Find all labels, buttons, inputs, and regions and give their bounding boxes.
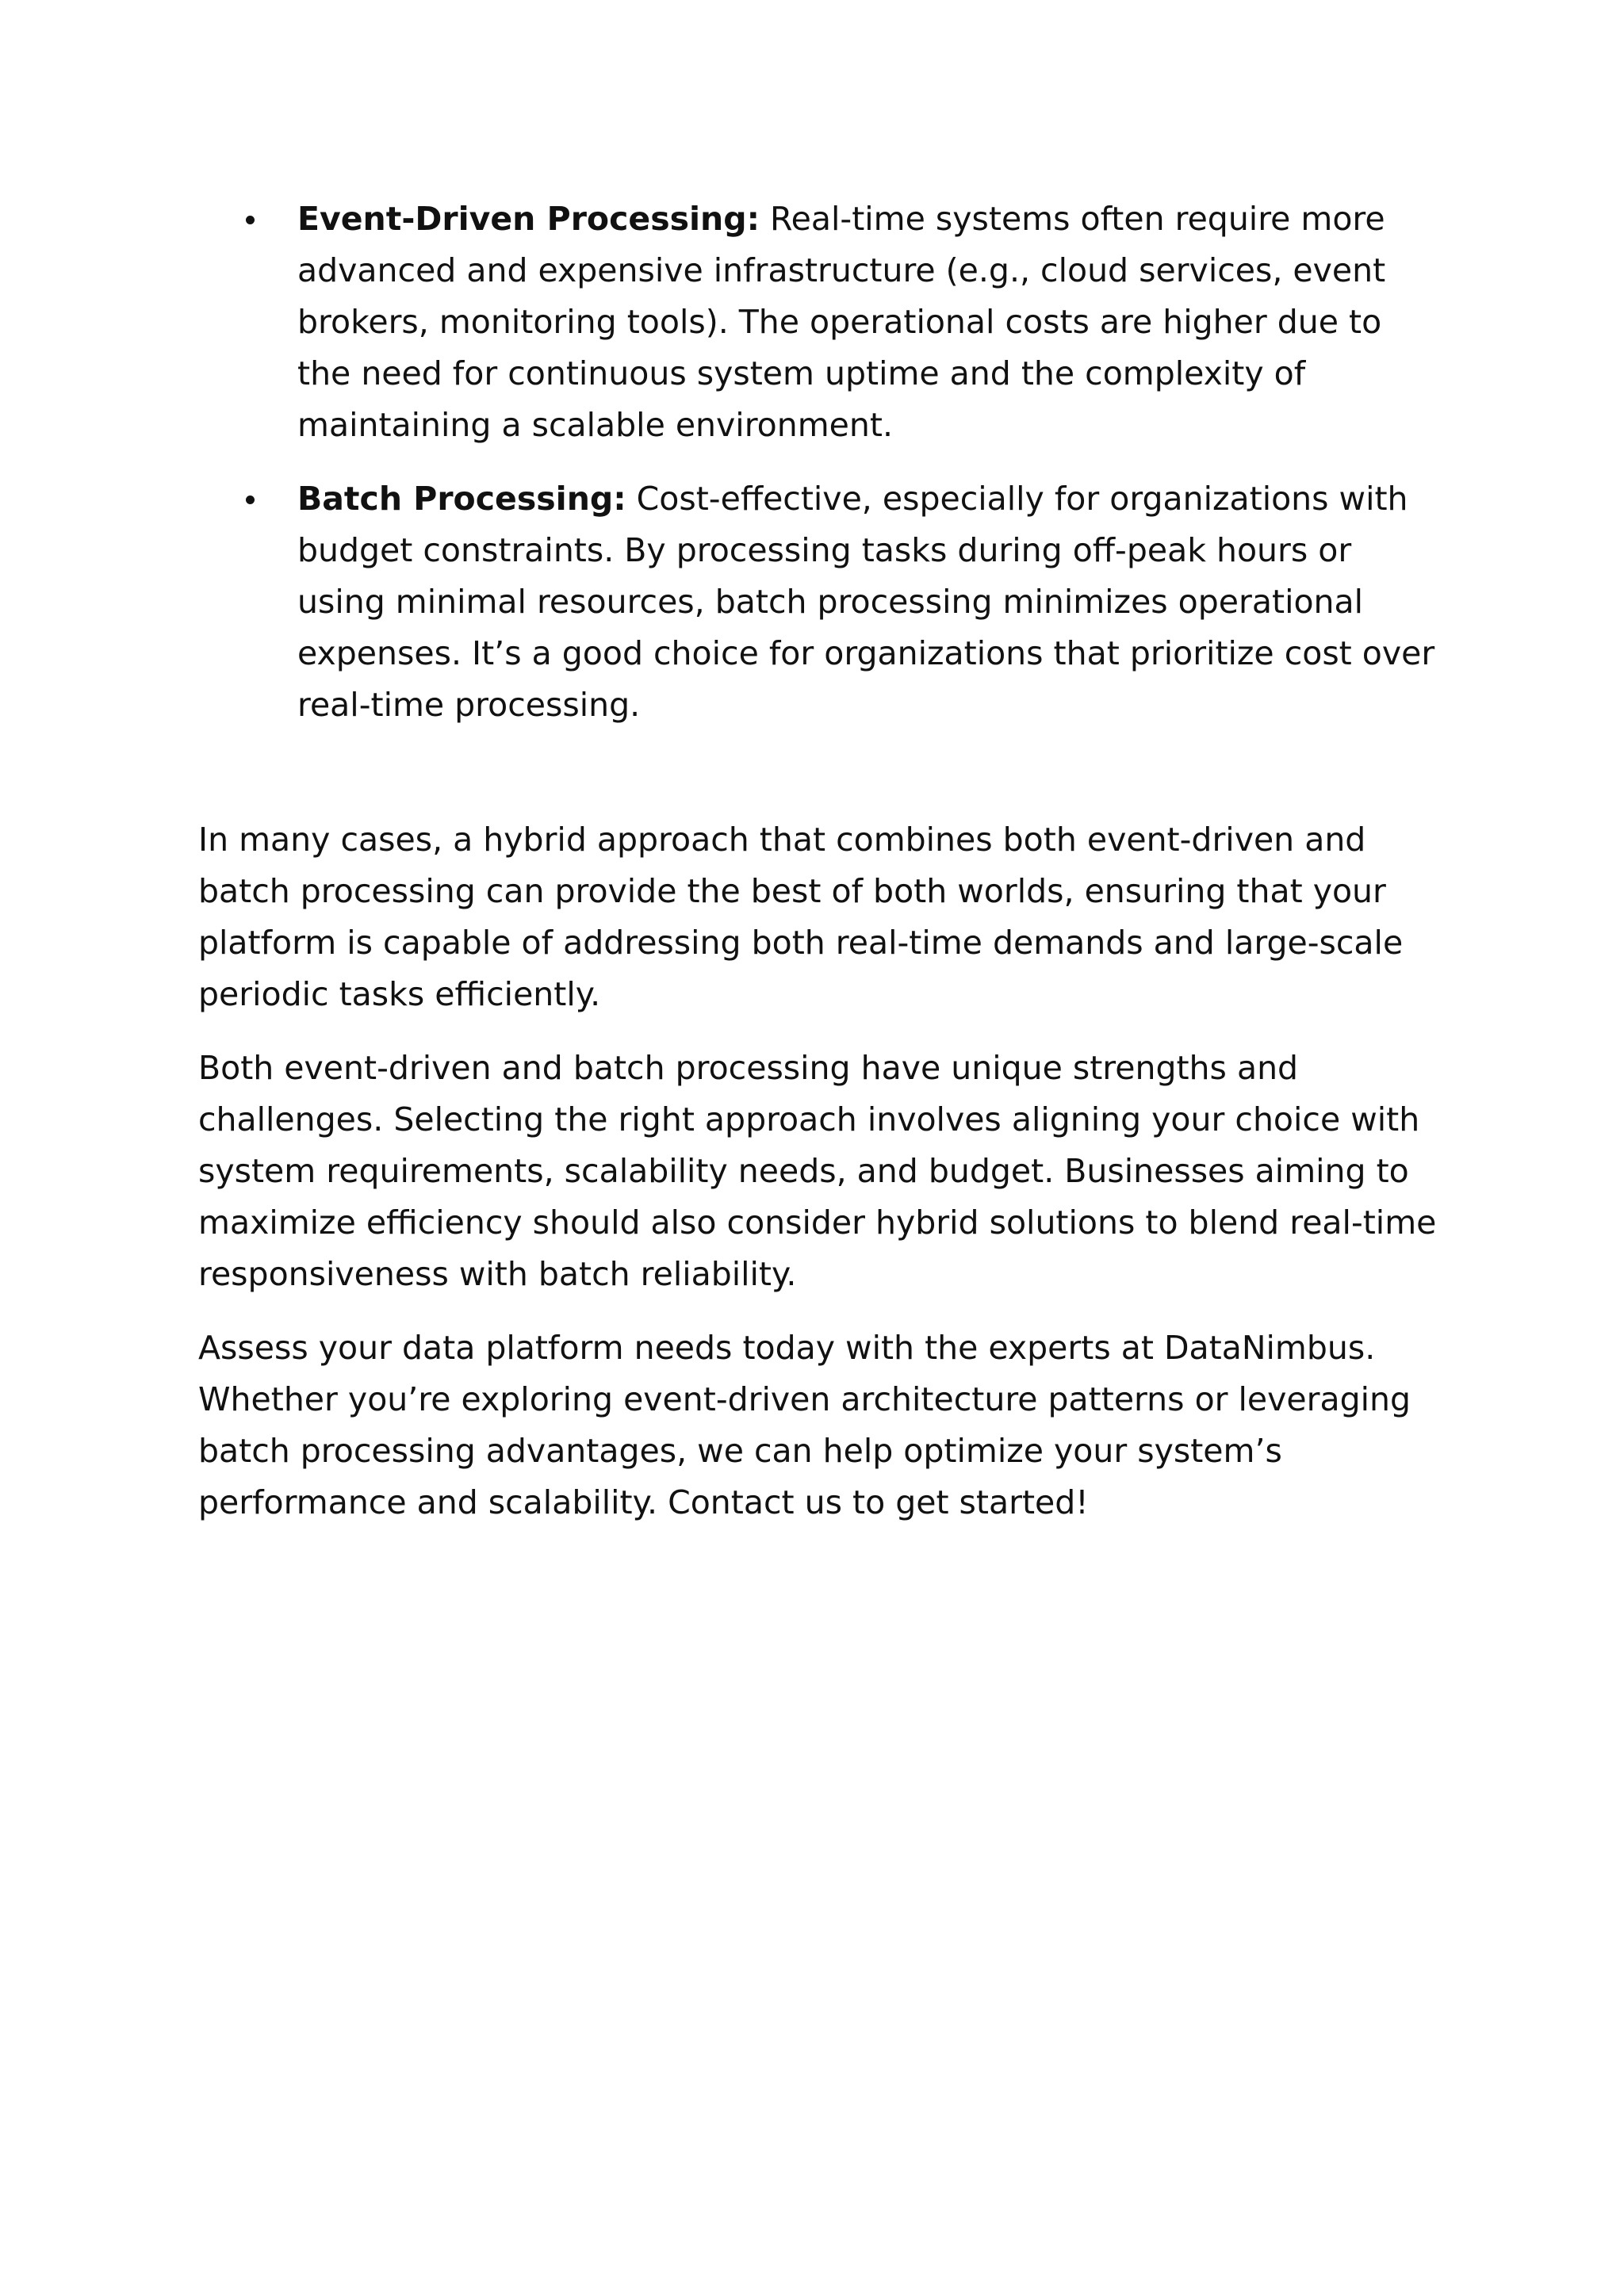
- list-item-text: Real-time systems often require more advanced and expensive infrastructure (e.g., cloud services, event brokers, monitoring tools). The operational costs are higher due to the need for continuous system uptime and the complexity of maintaining a scalable environment.: [297, 200, 1386, 444]
- bullet-icon: [246, 496, 255, 504]
- hybrid-approach-paragraph: In many cases, a hybrid approach that combines both event-driven and batch processing can provide the best of both worlds, ensuring that your platform is capable of addressing both real-time demands and large-scale periodic tasks efficiently.: [198, 821, 1404, 1013]
- list-item: [198, 193, 1443, 451]
- bullet-icon: [246, 216, 255, 224]
- list-item-text: Cost-effective, especially for organizations with budget constraints. By processing tasks during off-peak hours or using minimal resources, batch processing minimizes operational expenses. It’s a good choice for organizations that prioritize cost over real-time processing.: [297, 480, 1435, 724]
- conclusion-paragraph: Both event-driven and batch processing have unique strengths and challenges. Selecting the right approach involves aligning your choice with system requirements, scalability needs, and budget. Businesses aiming to maximize efficiency should also consider hybrid solutions to blend real-time responsiveness with batch reliability.: [198, 1049, 1437, 1293]
- list-item: [198, 473, 1443, 731]
- list-item-term: Batch Processing:: [297, 480, 626, 518]
- cost-comparison-list: [198, 193, 1443, 731]
- call-to-action-paragraph: Assess your data platform needs today with the experts at DataNimbus. Whether you’re exploring event-driven architecture patterns or leveraging batch processing advantages, we can help optimize your system’s performance and scalability. Contact us to get started!: [198, 1329, 1411, 1521]
- body-paragraphs: [198, 814, 1443, 1529]
- list-item-term: Event-Driven Processing:: [297, 200, 760, 238]
- page-content: [198, 193, 1443, 1551]
